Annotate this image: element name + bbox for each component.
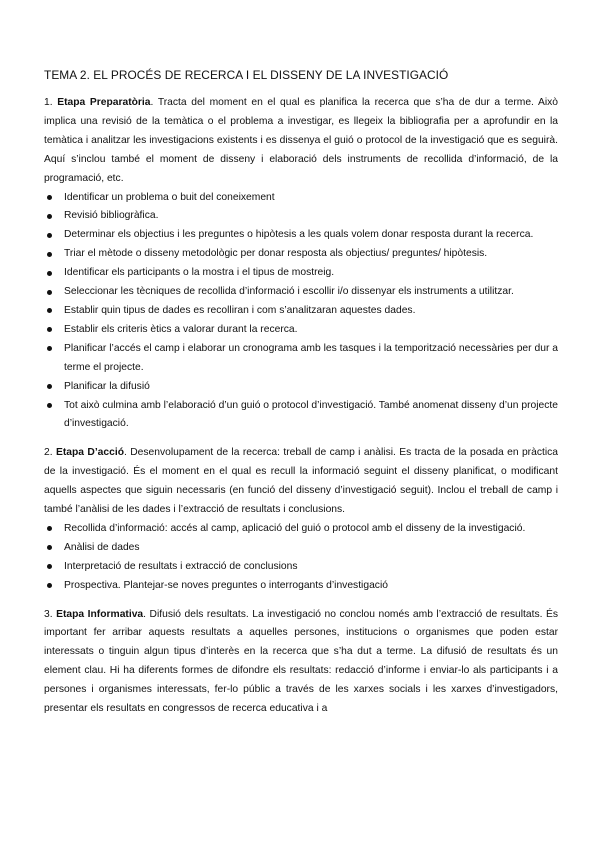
list-item: [44, 207, 558, 226]
section-3-text: . Difusió dels resultats. La investigació no conclou només amb l’extracció de resultats. És important fer arribar aquests resultats a aquelles persones, institucions o organismes que poden estar interessats o tinguin algun tipus d’interès en la recerca que s’ha dut a terme. La difusió de resultats és un element clau. Hi ha diferents formes de difondre els resultats: redacció d’informe i enviar-lo als participants i a persones i organismes interessats, fer-lo públic a través de les xarxes socials i les xarxes d’investigadors, presentar els resultats en congressos de recerca educativa i a: [44, 608, 558, 715]
list-item: [44, 302, 558, 321]
list-item-text: Planificar la difusió: [64, 380, 150, 392]
bullet-icon: [47, 346, 52, 351]
section-spacer: [44, 596, 558, 606]
list-item: [44, 321, 558, 340]
section-2-number: 2.: [44, 447, 53, 459]
list-item-text: Identificar els participants o la mostra i el tipus de mostreig.: [64, 267, 335, 279]
list-item: [44, 577, 558, 596]
section-2-heading: Etapa D’acció: [55, 447, 125, 459]
bullet-icon: [47, 271, 52, 276]
section-3-number: 3.: [44, 608, 53, 620]
list-item-text: Anàlisi de dades: [64, 541, 140, 553]
list-item-text: Tot això culmina amb l’elaboració d’un guió o protocol d’investigació. També anomenat disseny d’un projecte d’investigació.: [64, 399, 558, 430]
bullet-icon: [47, 583, 52, 588]
list-item-text: Determinar els objectius i les preguntes o hipòtesis a les quals volem donar resposta durant la recerca.: [64, 229, 534, 241]
section-2-paragraph: [44, 444, 558, 520]
bullet-icon: [47, 384, 52, 389]
list-item: [44, 283, 558, 302]
section-1-bullet-list: [44, 189, 558, 435]
section-spacer: [44, 434, 558, 444]
list-item-text: Identificar un problema o buit del coneixement: [64, 191, 275, 203]
bullet-icon: [47, 214, 52, 219]
list-item-text: Recollida d’informació: accés al camp, aplicació del guió o protocol amb el disseny de la investigació.: [64, 522, 526, 534]
list-item: [44, 539, 558, 558]
list-item-text: Triar el mètode o disseny metodològic per donar resposta als objectius/ preguntes/ hipòtesis.: [64, 248, 488, 260]
document-title: TEMA 2. EL PROCÉS DE RECERCA I EL DISSENY DE LA INVESTIGACIÓ: [44, 68, 449, 82]
bullet-icon: [47, 403, 52, 408]
list-item-text: Establir quin tipus de dades es recolliran i com s’analitzaran aquestes dades.: [64, 304, 416, 316]
section-3-heading: Etapa Informativa: [56, 608, 144, 620]
list-item: [44, 226, 558, 245]
list-item: [44, 189, 558, 208]
list-item-text: Planificar l’accés el camp i elaborar un cronograma amb les tasques i la temporització necessàries per dur a terme el projecte.: [64, 342, 558, 373]
section-1-number: 1.: [44, 97, 53, 108]
list-item-text: Establir els criteris ètics a valorar durant la recerca.: [64, 323, 298, 335]
list-item-text: Interpretació de resultats i extracció de conclusions: [64, 560, 298, 572]
list-item: [44, 264, 558, 283]
bullet-icon: [47, 252, 52, 257]
bullet-icon: [47, 290, 52, 295]
bullet-icon: [47, 195, 52, 200]
section-1-heading: Etapa Preparatòria: [57, 97, 151, 108]
section-1-text: . Tracta del moment en el qual es planifica la recerca que s’ha de dur a terme. Això implica una revisió de la temàtica o el problema a investigar, es llegeix la bibliografia per a aprofundir en la temàtica i analitzar les investigacions existents i es dissenya el guió o protocol de la investigació que es seguirà. Aquí s’inclou també el moment de disseny i elaboració dels instruments de recollida d’informació, de la programació, etc.: [44, 97, 558, 184]
list-item: [44, 520, 558, 539]
bullet-icon: [47, 233, 52, 238]
bullet-icon: [47, 308, 52, 313]
section-1-paragraph: [44, 94, 558, 189]
list-item: [44, 558, 558, 577]
list-item-text: Seleccionar les tècniques de recollida d’informació i escollir i/o dissenyar els instruments a utilitzar.: [64, 286, 514, 298]
bullet-icon: [47, 327, 52, 332]
section-3-paragraph: [44, 606, 558, 719]
list-item: [44, 378, 558, 397]
list-item-text: Revisió bibliogràfica.: [64, 210, 159, 222]
list-item: [44, 245, 558, 264]
bullet-icon: [47, 564, 52, 569]
bullet-icon: [47, 545, 52, 550]
section-2-text: . Desenvolupament de la recerca: treball de camp i anàlisi. Es tracta de la posada en pràctica de la investigació. És el moment en el qual es recull la informació seguint el disseny planificat, o modificant aquells aspectes que siguin necessaris (en funció del disseny d’investigació seguit). Inclou el treball de camp i també l’anàlisi de les dades i l’extracció de resultats i conclusions.: [44, 447, 558, 516]
list-item: [44, 340, 558, 378]
section-2-bullet-list: [44, 520, 558, 596]
list-item: [44, 397, 558, 435]
list-item-text: Prospectiva. Plantejar-se noves preguntes o interrogants d’investigació: [64, 579, 388, 591]
bullet-icon: [47, 526, 52, 531]
